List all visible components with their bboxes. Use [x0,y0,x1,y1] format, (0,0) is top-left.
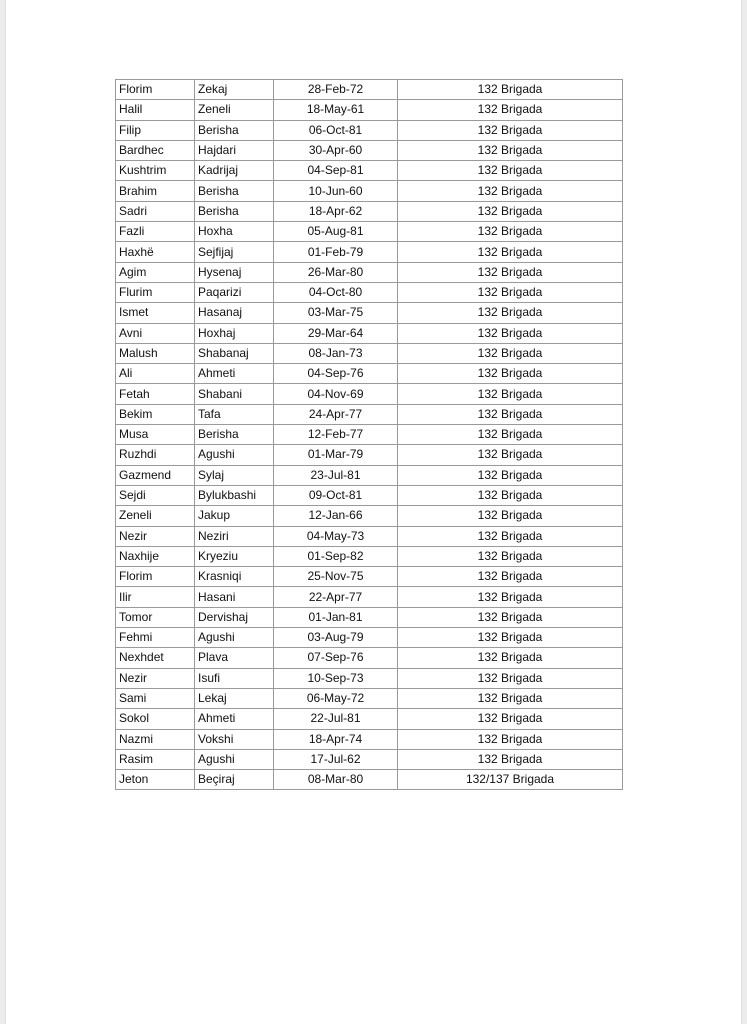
unit-cell: 132 Brigada [398,648,623,668]
last-name-cell: Berisha [195,201,274,221]
unit-cell: 132 Brigada [398,749,623,769]
table-row [116,262,623,282]
unit-cell: 132 Brigada [398,729,623,749]
personnel-table [115,79,623,790]
birth-date-cell: 18-Apr-74 [274,729,398,749]
table-row [116,242,623,262]
first-name-cell: Ismet [116,303,195,323]
unit-cell: 132 Brigada [398,201,623,221]
last-name-cell: Kadrijaj [195,161,274,181]
birth-date-cell: 04-May-73 [274,526,398,546]
table-row [116,567,623,587]
birth-date-cell: 17-Jul-62 [274,749,398,769]
birth-date-cell: 28-Feb-72 [274,80,398,100]
last-name-cell: Hajdari [195,140,274,160]
first-name-cell: Halil [116,100,195,120]
unit-cell: 132 Brigada [398,709,623,729]
first-name-cell: Nezir [116,668,195,688]
unit-cell: 132 Brigada [398,425,623,445]
last-name-cell: Agushi [195,628,274,648]
last-name-cell: Paqarizi [195,282,274,302]
birth-date-cell: 07-Sep-76 [274,648,398,668]
birth-date-cell: 22-Apr-77 [274,587,398,607]
table-row [116,526,623,546]
first-name-cell: Filip [116,120,195,140]
first-name-cell: Fehmi [116,628,195,648]
personnel-table-body [116,80,623,790]
last-name-cell: Kryeziu [195,546,274,566]
unit-cell: 132 Brigada [398,587,623,607]
last-name-cell: Jakup [195,506,274,526]
unit-cell: 132 Brigada [398,506,623,526]
first-name-cell: Fetah [116,384,195,404]
birth-date-cell: 08-Jan-73 [274,343,398,363]
table-row [116,445,623,465]
unit-cell: 132 Brigada [398,303,623,323]
first-name-cell: Agim [116,262,195,282]
birth-date-cell: 04-Oct-80 [274,282,398,302]
document-page [6,0,741,1024]
table-row [116,465,623,485]
unit-cell: 132 Brigada [398,80,623,100]
table-row [116,506,623,526]
birth-date-cell: 10-Sep-73 [274,668,398,688]
birth-date-cell: 04-Sep-81 [274,161,398,181]
first-name-cell: Brahim [116,181,195,201]
table-row [116,364,623,384]
birth-date-cell: 30-Apr-60 [274,140,398,160]
birth-date-cell: 01-Sep-82 [274,546,398,566]
birth-date-cell: 24-Apr-77 [274,404,398,424]
unit-cell: 132 Brigada [398,120,623,140]
first-name-cell: Gazmend [116,465,195,485]
table-row [116,303,623,323]
first-name-cell: Bekim [116,404,195,424]
birth-date-cell: 06-Oct-81 [274,120,398,140]
last-name-cell: Krasniqi [195,567,274,587]
table-row [116,120,623,140]
table-row [116,100,623,120]
table-row [116,648,623,668]
table-row [116,546,623,566]
table-row [116,343,623,363]
birth-date-cell: 06-May-72 [274,688,398,708]
first-name-cell: Nexhdet [116,648,195,668]
table-row [116,161,623,181]
unit-cell: 132 Brigada [398,384,623,404]
last-name-cell: Isufi [195,668,274,688]
birth-date-cell: 08-Mar-80 [274,770,398,790]
first-name-cell: Sadri [116,201,195,221]
birth-date-cell: 18-May-61 [274,100,398,120]
unit-cell: 132 Brigada [398,567,623,587]
table-row [116,770,623,790]
last-name-cell: Hasanaj [195,303,274,323]
last-name-cell: Lekaj [195,688,274,708]
last-name-cell: Sejfijaj [195,242,274,262]
unit-cell: 132 Brigada [398,628,623,648]
table-row [116,729,623,749]
first-name-cell: Fazli [116,222,195,242]
last-name-cell: Berisha [195,425,274,445]
last-name-cell: Hasani [195,587,274,607]
last-name-cell: Shabani [195,384,274,404]
table-row [116,709,623,729]
first-name-cell: Malush [116,343,195,363]
birth-date-cell: 26-Mar-80 [274,262,398,282]
unit-cell: 132 Brigada [398,222,623,242]
first-name-cell: Sejdi [116,485,195,505]
table-row [116,80,623,100]
birth-date-cell: 29-Mar-64 [274,323,398,343]
last-name-cell: Hoxhaj [195,323,274,343]
unit-cell: 132 Brigada [398,323,623,343]
first-name-cell: Haxhë [116,242,195,262]
last-name-cell: Tafa [195,404,274,424]
unit-cell: 132 Brigada [398,181,623,201]
first-name-cell: Avni [116,323,195,343]
unit-cell: 132 Brigada [398,668,623,688]
table-row [116,282,623,302]
unit-cell: 132 Brigada [398,262,623,282]
first-name-cell: Nezir [116,526,195,546]
table-row [116,323,623,343]
table-row [116,688,623,708]
table-row [116,628,623,648]
birth-date-cell: 12-Feb-77 [274,425,398,445]
first-name-cell: Tomor [116,607,195,627]
birth-date-cell: 09-Oct-81 [274,485,398,505]
unit-cell: 132 Brigada [398,607,623,627]
unit-cell: 132 Brigada [398,526,623,546]
unit-cell: 132 Brigada [398,445,623,465]
last-name-cell: Plava [195,648,274,668]
last-name-cell: Zekaj [195,80,274,100]
table-row [116,485,623,505]
last-name-cell: Zeneli [195,100,274,120]
birth-date-cell: 03-Mar-75 [274,303,398,323]
last-name-cell: Agushi [195,749,274,769]
last-name-cell: Beçiraj [195,770,274,790]
unit-cell: 132 Brigada [398,546,623,566]
first-name-cell: Naxhije [116,546,195,566]
birth-date-cell: 22-Jul-81 [274,709,398,729]
unit-cell: 132 Brigada [398,485,623,505]
first-name-cell: Flurim [116,282,195,302]
birth-date-cell: 05-Aug-81 [274,222,398,242]
unit-cell: 132 Brigada [398,282,623,302]
table-row [116,181,623,201]
first-name-cell: Jeton [116,770,195,790]
table-row [116,140,623,160]
last-name-cell: Vokshi [195,729,274,749]
table-row [116,222,623,242]
last-name-cell: Hysenaj [195,262,274,282]
birth-date-cell: 04-Sep-76 [274,364,398,384]
first-name-cell: Ruzhdi [116,445,195,465]
first-name-cell: Musa [116,425,195,445]
unit-cell: 132 Brigada [398,364,623,384]
first-name-cell: Rasim [116,749,195,769]
unit-cell: 132 Brigada [398,343,623,363]
table-row [116,384,623,404]
birth-date-cell: 10-Jun-60 [274,181,398,201]
first-name-cell: Nazmi [116,729,195,749]
last-name-cell: Bylukbashi [195,485,274,505]
unit-cell: 132 Brigada [398,465,623,485]
birth-date-cell: 18-Apr-62 [274,201,398,221]
last-name-cell: Hoxha [195,222,274,242]
first-name-cell: Ilir [116,587,195,607]
first-name-cell: Sami [116,688,195,708]
birth-date-cell: 01-Jan-81 [274,607,398,627]
birth-date-cell: 04-Nov-69 [274,384,398,404]
birth-date-cell: 12-Jan-66 [274,506,398,526]
first-name-cell: Sokol [116,709,195,729]
unit-cell: 132 Brigada [398,242,623,262]
first-name-cell: Bardhec [116,140,195,160]
unit-cell: 132 Brigada [398,161,623,181]
last-name-cell: Dervishaj [195,607,274,627]
table-row [116,749,623,769]
first-name-cell: Florim [116,567,195,587]
table-row [116,425,623,445]
last-name-cell: Berisha [195,181,274,201]
unit-cell: 132 Brigada [398,100,623,120]
birth-date-cell: 01-Feb-79 [274,242,398,262]
first-name-cell: Florim [116,80,195,100]
table-row [116,607,623,627]
unit-cell: 132 Brigada [398,688,623,708]
first-name-cell: Zeneli [116,506,195,526]
unit-cell: 132/137 Brigada [398,770,623,790]
table-row [116,404,623,424]
last-name-cell: Sylaj [195,465,274,485]
last-name-cell: Berisha [195,120,274,140]
birth-date-cell: 01-Mar-79 [274,445,398,465]
first-name-cell: Kushtrim [116,161,195,181]
last-name-cell: Shabanaj [195,343,274,363]
birth-date-cell: 23-Jul-81 [274,465,398,485]
birth-date-cell: 25-Nov-75 [274,567,398,587]
last-name-cell: Ahmeti [195,709,274,729]
last-name-cell: Agushi [195,445,274,465]
table-row [116,668,623,688]
birth-date-cell: 03-Aug-79 [274,628,398,648]
last-name-cell: Neziri [195,526,274,546]
first-name-cell: Ali [116,364,195,384]
table-row [116,587,623,607]
last-name-cell: Ahmeti [195,364,274,384]
table-row [116,201,623,221]
unit-cell: 132 Brigada [398,404,623,424]
unit-cell: 132 Brigada [398,140,623,160]
